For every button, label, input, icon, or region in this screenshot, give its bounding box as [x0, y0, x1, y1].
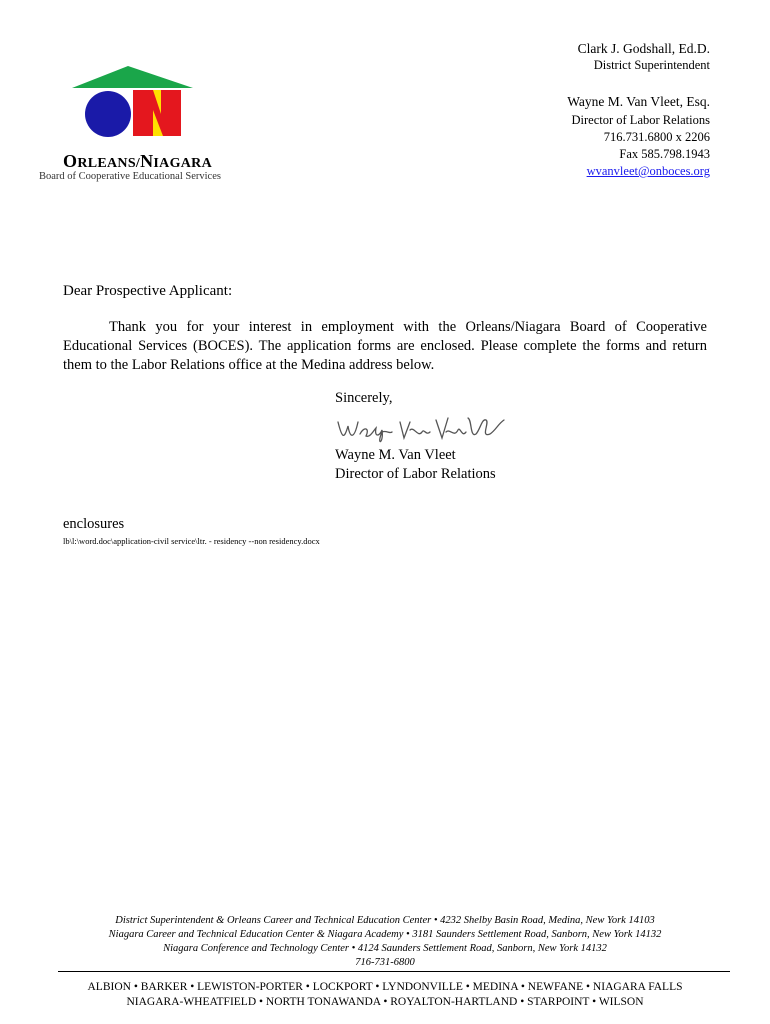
director-email-link[interactable]: wvanvleet@onboces.org — [586, 164, 710, 178]
director-block — [567, 93, 710, 180]
superintendent-block — [578, 40, 710, 74]
signature-block — [335, 446, 496, 484]
superintendent-title: District Superintendent — [593, 58, 710, 72]
logo-roof — [72, 66, 193, 88]
file-path: lb\l:\word.doc\application-civil service\ltr. - residency --non residency.docx — [63, 536, 320, 546]
director-name: Wayne M. Van Vleet, Esq. — [567, 94, 710, 109]
footer-line-2: Niagara Career and Technical Education Center & Niagara Academy • 3181 Saunders Settlement Road, Sanborn, New York 14132 — [108, 929, 662, 940]
director-phone: 716.731.6800 x 2206 — [603, 130, 710, 144]
footer-line-1: District Superintendent & Orleans Career and Technical Education Center • 4232 Shelby Basin Road, Medina, New York 14103 — [115, 915, 655, 926]
footer-divider — [58, 971, 730, 972]
footer-addresses — [0, 914, 770, 970]
logo-subtitle: Board of Cooperative Educational Services — [39, 171, 221, 182]
districts-line-1: ALBION • BARKER • LEWISTON-PORTER • LOCKPORT • LYNDONVILLE • MEDINA • NEWFANE • NIAGARA FALLS — [87, 981, 683, 993]
salutation: Dear Prospective Applicant: — [63, 283, 233, 299]
director-title: Director of Labor Relations — [571, 113, 710, 127]
director-fax: Fax 585.798.1943 — [619, 147, 710, 161]
superintendent-name: Clark J. Godshall, Ed.D. — [577, 41, 710, 56]
logo-circle — [85, 91, 131, 137]
footer-line-3: Niagara Conference and Technology Center • 4124 Saunders Settlement Road, Sanborn, New York 14132 — [163, 943, 607, 954]
component-districts — [0, 980, 770, 1010]
enclosures-note: enclosures — [63, 516, 125, 532]
districts-line-2: NIAGARA-WHEATFIELD • NORTH TONAWANDA • ROYALTON-HARTLAND • STARPOINT • WILSON — [126, 996, 644, 1008]
signer-title: Director of Labor Relations — [335, 466, 496, 482]
footer-phone: 716-731-6800 — [355, 957, 415, 968]
handwritten-signature — [330, 408, 510, 448]
logo-wordmark: ORLEANS/NIAGARA — [63, 151, 213, 171]
letter-body: Thank you for your interest in employment with the Orleans/Niagara Board of Cooperative Educational Services (BOCES). The application forms are enclosed. Please complete the forms and return them to the Labor Relations office at the Medina address below. — [63, 319, 707, 373]
closing: Sincerely, — [335, 390, 393, 406]
signer-name: Wayne M. Van Vleet — [335, 447, 456, 463]
